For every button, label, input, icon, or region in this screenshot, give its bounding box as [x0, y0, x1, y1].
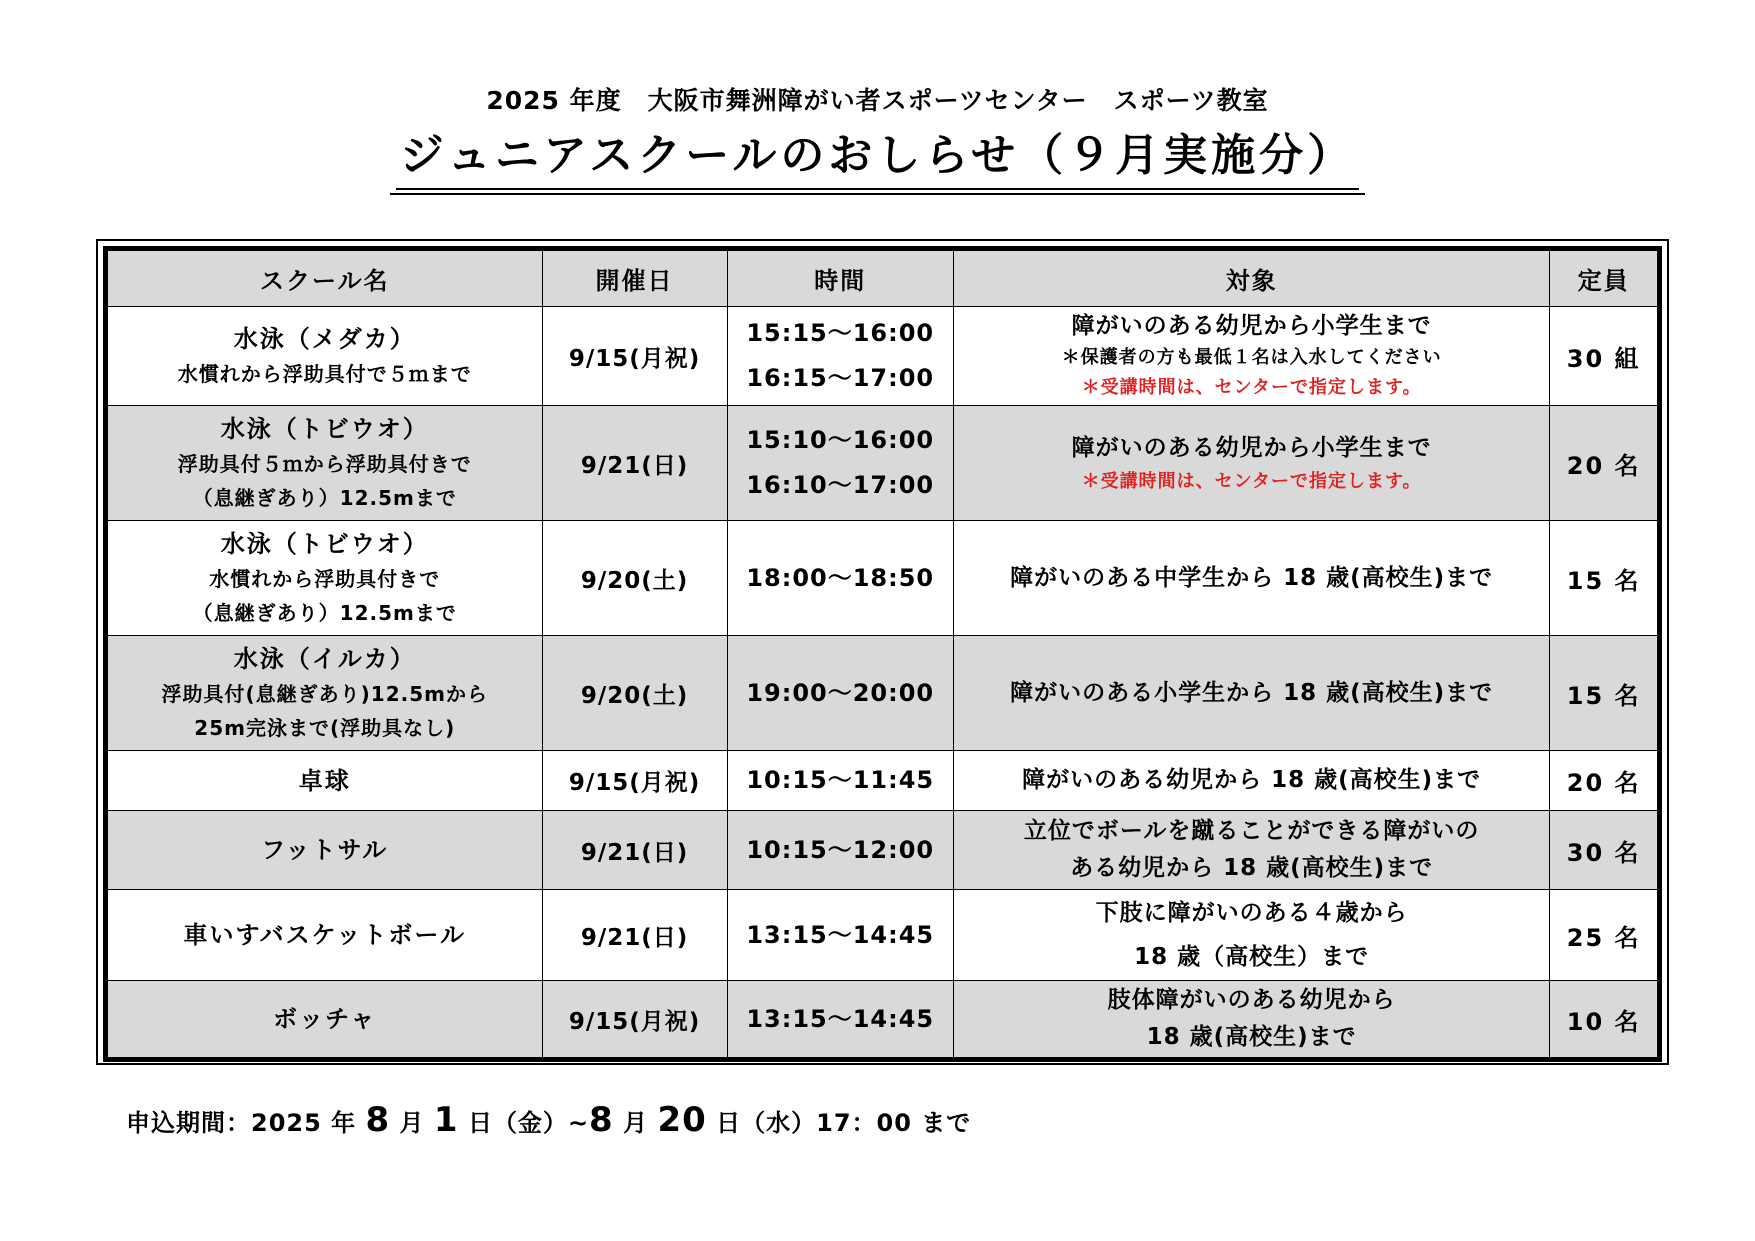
column-header-time: 時間: [727, 249, 953, 307]
table-row: [106, 751, 1660, 811]
schedule-table: [103, 246, 1662, 1062]
school-description: 水慣れから浮助具付きで: [209, 567, 441, 591]
document-title: ジュニアスクールのおしらせ（９月実施分）: [396, 128, 1359, 190]
end-day-unit: 日: [716, 1109, 742, 1137]
capacity-cell: 15 名: [1550, 521, 1660, 636]
time-slot: 16:10～17:00: [746, 471, 935, 499]
end-weekday: （水）: [741, 1109, 817, 1137]
school-name-cell: [106, 636, 543, 751]
end-time: 17：00 まで: [816, 1109, 972, 1137]
period-label: 申込期間：2025 年: [126, 1109, 357, 1137]
start-month-unit: 月: [399, 1109, 425, 1137]
target-note-red: ＊受講時間は、センターで指定します。: [1081, 470, 1422, 492]
target-cell: [953, 307, 1549, 406]
target-text: 障がいのある幼児から小学生まで: [1071, 434, 1432, 461]
date-cell: 9/15(月祝): [542, 981, 727, 1060]
target-text: 障がいのある幼児から 18 歳(高校生)まで: [1022, 767, 1482, 793]
time-cell: [727, 981, 953, 1060]
school-description: 水慣れから浮助具付で５ｍまで: [177, 362, 472, 386]
column-header-capacity: 定員: [1550, 249, 1660, 307]
school-name-cell: [106, 890, 543, 981]
target-cell: [953, 636, 1549, 751]
table-row: [106, 406, 1660, 521]
time-slot: 13:15～14:45: [746, 1004, 935, 1033]
target-cell: [953, 981, 1549, 1060]
time-slot: 15:10～16:00: [746, 426, 935, 454]
capacity-cell: 30 名: [1550, 811, 1660, 890]
date-cell: 9/15(月祝): [542, 751, 727, 811]
capacity-cell: 20 名: [1550, 406, 1660, 521]
target-cell: [953, 751, 1549, 811]
end-month: 8: [589, 1100, 614, 1140]
school-name-cell: [106, 521, 543, 636]
target-text: 立位でボールを蹴ることができる障がいの: [1023, 818, 1480, 844]
time-cell: [727, 307, 953, 406]
school-name-cell: [106, 406, 543, 521]
capacity-cell: 20 名: [1550, 751, 1660, 811]
table-header-row: [106, 249, 1660, 307]
date-cell: 9/15(月祝): [542, 307, 727, 406]
document-subtitle: 2025 年度 大阪市舞洲障がい者スポーツセンター スポーツ教室: [486, 86, 1269, 115]
school-name: 水泳（イルカ）: [233, 645, 416, 673]
table-row: [106, 981, 1660, 1060]
capacity-cell: 30 組: [1550, 307, 1660, 406]
target-text: 下肢に障がいのある４歳から: [1095, 900, 1408, 926]
school-description: 25m完泳まで(浮助具なし): [194, 716, 456, 740]
school-description: 浮助具付５ｍから浮助具付きで: [177, 452, 472, 476]
school-description: （息継ぎあり）12.5mまで: [192, 601, 457, 625]
start-month: 8: [365, 1100, 391, 1140]
date-cell: 9/21(日): [542, 811, 727, 890]
school-name-cell: [106, 751, 543, 811]
date-cell: 9/21(日): [542, 890, 727, 981]
target-text: 障がいのある幼児から小学生まで: [1071, 313, 1432, 339]
school-description: （息継ぎあり）12.5mまで: [192, 486, 457, 510]
target-cell: [953, 811, 1549, 890]
target-text: 障がいのある小学生から 18 歳(高校生)まで: [1010, 679, 1494, 706]
time-cell: [727, 811, 953, 890]
document-header: [0, 78, 1755, 195]
title-underline: [390, 128, 1365, 195]
target-cell: [953, 406, 1549, 521]
time-cell: [727, 406, 953, 521]
target-note-red: ＊受講時間は、センターで指定します。: [1081, 377, 1422, 398]
school-name-cell: [106, 981, 543, 1060]
start-day-unit: 日: [467, 1109, 493, 1137]
target-text: 18 歳(高校生)まで: [1146, 1024, 1357, 1050]
time-slot: 10:15～12:00: [746, 835, 935, 864]
capacity-cell: 15 名: [1550, 636, 1660, 751]
end-month-unit: 月: [623, 1109, 649, 1137]
column-header-school: スクール名: [106, 249, 543, 307]
time-cell: [727, 521, 953, 636]
time-slot: 15:15～16:00: [746, 319, 935, 347]
time-slot: 18:00～18:50: [746, 563, 935, 592]
target-text: ある幼児から 18 歳(高校生)まで: [1070, 855, 1434, 881]
target-text: 肢体障がいのある幼児から: [1107, 987, 1396, 1013]
capacity-cell: 10 名: [1550, 981, 1660, 1060]
column-header-target: 対象: [953, 249, 1549, 307]
school-name: ボッチャ: [273, 1005, 377, 1033]
table-row: [106, 811, 1660, 890]
school-name-cell: [106, 307, 543, 406]
time-slot: 13:15～14:45: [746, 920, 935, 949]
start-weekday: （金）: [492, 1109, 568, 1137]
school-name: 車いすバスケットボール: [183, 921, 466, 949]
target-text: 18 歳（高校生）まで: [1134, 944, 1370, 970]
target-note: ＊保護者の方も最低１名は入水してください: [1061, 347, 1442, 368]
target-cell: [953, 521, 1549, 636]
capacity-cell: 25 名: [1550, 890, 1660, 981]
end-day: 20: [657, 1100, 707, 1140]
school-name: 水泳（トビウオ）: [220, 415, 429, 443]
school-name: フットサル: [261, 836, 389, 864]
start-day: 1: [433, 1100, 459, 1140]
time-slot: 19:00～20:00: [746, 678, 935, 707]
school-name: 水泳（メダカ）: [233, 325, 416, 353]
school-name: 卓球: [298, 766, 351, 795]
time-cell: [727, 751, 953, 811]
time-slot: 16:15～17:00: [746, 364, 935, 392]
target-text: 障がいのある中学生から 18 歳(高校生)まで: [1010, 564, 1494, 591]
table-row: [106, 307, 1660, 406]
column-header-date: 開催日: [542, 249, 727, 307]
time-cell: [727, 636, 953, 751]
period-separator: ~: [567, 1109, 590, 1137]
time-slot: 10:15～11:45: [746, 766, 935, 794]
school-name: 水泳（トビウオ）: [220, 530, 429, 558]
time-cell: [727, 890, 953, 981]
school-description: 浮助具付(息継ぎあり)12.5mから: [161, 682, 488, 706]
date-cell: 9/20(土): [542, 521, 727, 636]
schedule-table-frame: [96, 239, 1669, 1065]
date-cell: 9/20(土): [542, 636, 727, 751]
application-period: [126, 1100, 971, 1140]
school-name-cell: [106, 811, 543, 890]
table-row: [106, 636, 1660, 751]
table-row: [106, 521, 1660, 636]
date-cell: 9/21(日): [542, 406, 727, 521]
table-row: [106, 890, 1660, 981]
target-cell: [953, 890, 1549, 981]
